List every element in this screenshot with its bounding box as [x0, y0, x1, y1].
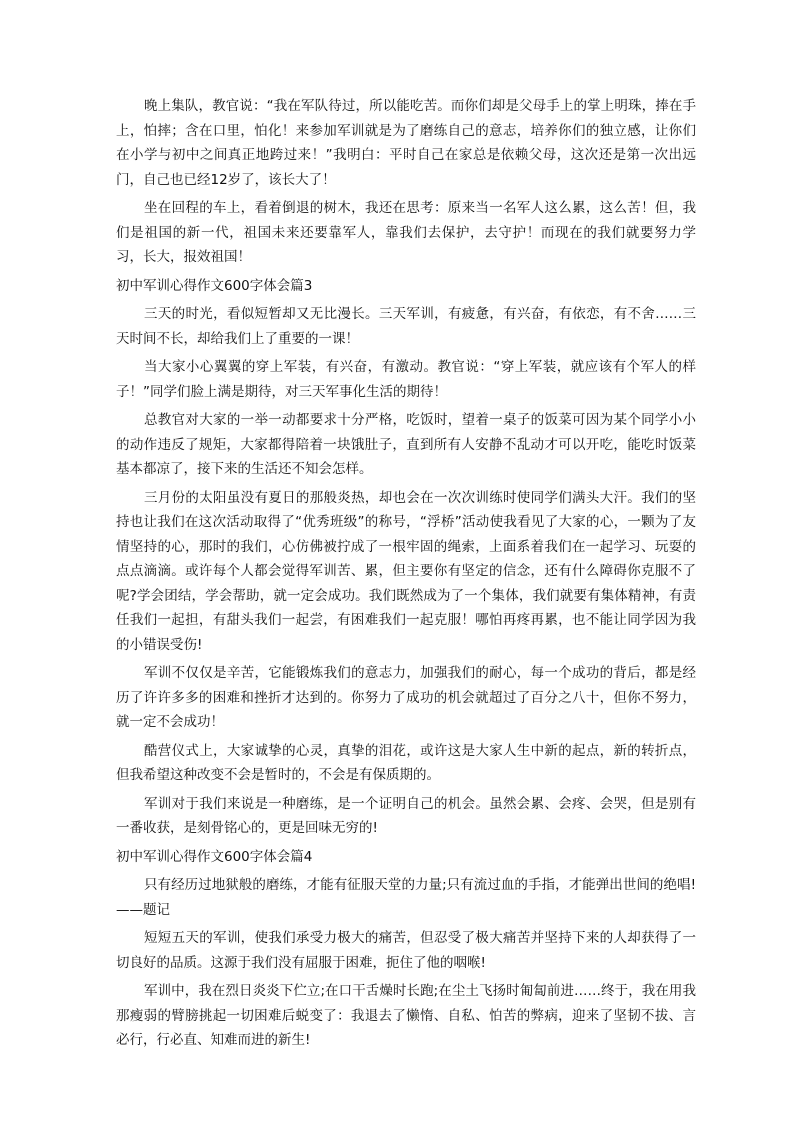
- paragraph: 只有经历过地狱般的磨练，才能有征服天堂的力量;只有流过血的手指，才能弹出世间的绝唱!——题记: [116, 877, 696, 918]
- paragraph: 军训中，我在烈日炎炎下伫立;在口干舌燥时长跑;在尘土飞扬时匍匐前进……终于，我在用我那瘦弱的臂膀挑起一切困难后蜕变了：我退去了懒惰、自私、怕苦的弊病，迎来了坚韧不拔、言必行，行必直、知难而进的新生!: [116, 983, 696, 1048]
- paragraph: 军训不仅仅是辛苦，它能锻炼我们的意志力，加强我们的耐心，每一个成功的背后，都是经历了许许多多的困难和挫折才达到的。你努力了成功的机会就超过了百分之八十，但你不努力，就一定不会成功！: [116, 665, 696, 730]
- paragraph: 三月份的太阳虽没有夏日的那般炎热，却也会在一次次训练时使同学们满头大汗。我们的坚持也让我们在这次活动取得了“优秀班级”的称号，“浮桥”活动使我看见了大家的心，一颗为了友情坚持的心，那时的我们，心仿佛被拧成了一根牢固的绳索，上面系着我们在一起学习、玩耍的点点滴滴。或许每个人都会觉得军训苦、累，但主要你有坚定的信念，还有什么障碍你克服不了呢?学会团结，学会帮助，就一定会成功。我们既然成为了一个集体，我们就要有集体精神，有责任我们一起担，有甜头我们一起尝，有困难我们一起克服！哪怕再疼再累，也不能让同学因为我的小错误受伤!: [116, 489, 696, 653]
- paragraph: 晚上集队，教官说：“我在军队待过，所以能吃苦。而你们却是父母手上的掌上明珠，捧在手上，怕摔；含在口里，怕化！来参加军训就是为了磨练自己的意志，培养你们的独立感，让你们在小学与初中之间真正地跨过来！”我明白：平时自己在家总是依赖父母，这次还是第一次出远门，自己也已经12岁了，该长大了！: [116, 98, 696, 188]
- paragraph: 三天的时光，看似短暂却又无比漫长。三天军训，有疲惫，有兴奋，有依恋，有不舍……三天时间不长，却给我们上了重要的一课！: [116, 306, 696, 347]
- paragraph: 总教官对大家的一举一动都要求十分严格，吃饭时，望着一桌子的饭菜可因为某个同学小小的动作违反了规矩，大家都得陪着一块饿肚子，直到所有人安静不乱动才可以开吃，能吃时饭菜基本都凉了，接下来的生活还不知会怎样。: [116, 412, 696, 477]
- paragraph: 军训对于我们来说是一种磨练，是一个证明自己的机会。虽然会累、会疼、会哭，但是别有一番收获，是刻骨铭心的，更是回味无穷的!: [116, 795, 696, 836]
- paragraph: 坐在回程的车上，看着倒退的树木，我还在思考：原来当一名军人这么累，这么苦！但，我们是祖国的新一代，祖国未来还要靠军人，靠我们去保护，去守护！而现在的我们就要努力学习，长大，报效祖国！: [116, 200, 696, 265]
- paragraph: 短短五天的军训，使我们承受力极大的痛苦，但忍受了极大痛苦并坚持下来的人却获得了一切良好的品质。这源于我们没有屈服于困难，扼住了他的咽喉!: [116, 930, 696, 971]
- section-heading: 初中军训心得作文600字体会篇4: [116, 848, 313, 865]
- paragraph: 当大家小心翼翼的穿上军装，有兴奋，有激动。教官说：“穿上军装，就应该有个军人的样子！”同学们脸上满是期待，对三天军事化生活的期待！: [116, 359, 696, 400]
- section-heading: 初中军训心得作文600字体会篇3: [116, 277, 313, 294]
- document-body: [116, 94, 696, 1057]
- paragraph: 酷营仪式上，大家诚挚的心灵，真挚的泪花，或许这是大家人生中新的起点，新的转折点，但我希望这种改变不会是暂时的，不会是有保质期的。: [116, 742, 696, 783]
